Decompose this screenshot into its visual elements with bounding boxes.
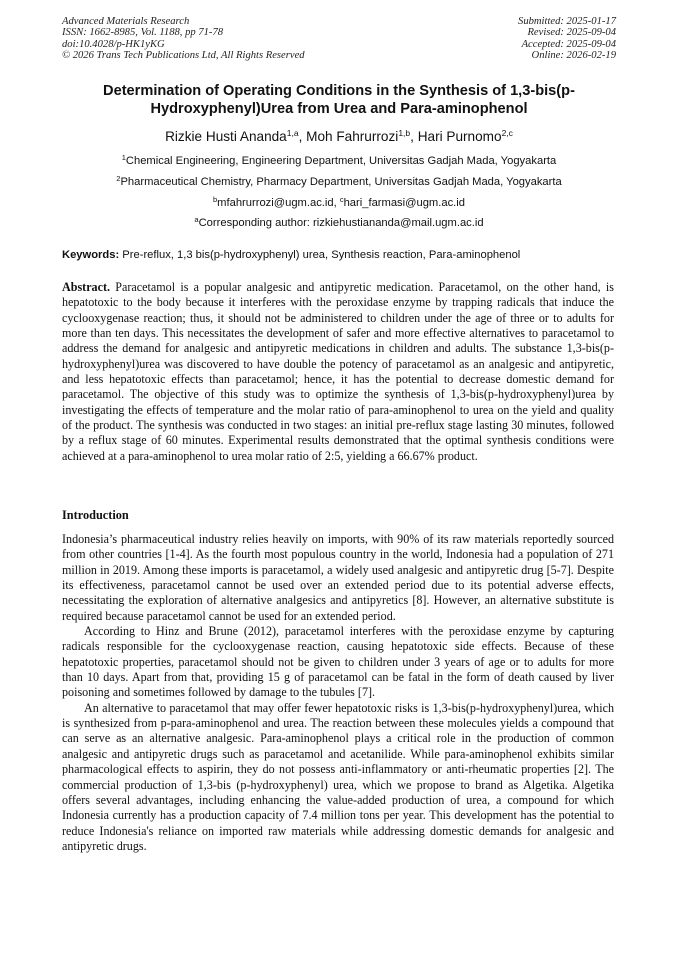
author-affiliation-mark: 1,a	[286, 128, 299, 138]
affiliation-mark: 2	[116, 174, 121, 183]
issn-line: ISSN: 1662-8985, Vol. 1188, pp 71-78	[62, 27, 224, 39]
affiliation-mark: 1	[121, 153, 126, 162]
abstract-paragraph	[62, 280, 614, 464]
copyright-line: © 2026 Trans Tech Publications Ltd, All Rights Reserved	[62, 50, 305, 62]
submitted-date: Submitted: 2025-01-17	[518, 16, 616, 27]
author-list	[62, 124, 616, 146]
paper-title: Determination of Operating Conditions in the Synthesis of 1,3-bis(p-Hydroxyphenyl)Urea from Urea and Para-aminophenol	[103, 83, 575, 117]
author-affiliation-mark: 2,c	[501, 128, 513, 138]
author-name: Moh Fahrurrozi	[306, 129, 399, 144]
online-date: Online: 2026-02-19	[531, 50, 616, 62]
email-address[interactable]: hari_farmasi@ugm.ac.id	[343, 197, 465, 209]
abstract-label: Abstract.	[62, 280, 111, 294]
author-separator: ,	[410, 129, 418, 144]
email-mark: c	[339, 195, 344, 204]
affiliation-text: Chemical Engineering, Engineering Department, Universitas Gadjah Mada, Yogyakarta	[125, 155, 557, 167]
abstract-text: Paracetamol is a popular analgesic and antipyretic medication. Paracetamol, on the other hand, is hepatotoxic to the body because it interferes with the peroxidase enzyme by trapping radicals that induce the cyclooxygenase reaction; thus, it should not be administered to children under the age of three or to adults for more than ten days. This necessitates the development of safer and more effective alternatives to paracetamol to address the demand for analgesic and antipyretic medications in children and adults. The substance 1,3-bis(p-hydroxyphenyl)urea was discovered to have double the potency of paracetamol as an analgesic and antipyretic, and less hepatotoxic effects than paracetamol; hence, it has the potential to decrease domestic demand for paracetamol. The objective of this study was to optimize the synthesis of 1,3-bis(p-hydroxyphenyl)urea by investigating the effects of temperature and the molar ratio of para-aminophenol to urea on the yield and quality of the product. The synthesis was conducted in two stages: an initial pre-reflux stage lasting 30 minutes, followed by a reflux stage of 60 minutes. Experimental results demonstrated that the optimal synthesis conditions were achieved at a para-aminophenol to urea molar ratio of 2:5, yielding a 66.67% product.	[62, 280, 614, 463]
email-mark: b	[213, 195, 218, 204]
corresponding-mark: a	[194, 215, 199, 224]
affiliation-text: Pharmaceutical Chemistry, Pharmacy Department, Universitas Gadjah Mada, Yogyakarta	[120, 176, 562, 188]
journal-info-block	[62, 16, 305, 62]
dates-block	[518, 16, 616, 62]
author-affiliation-mark: 1,b	[398, 128, 411, 138]
keywords-text: Pre-reflux, 1,3 bis(p-hydroxyphenyl) urea, Synthesis reaction, Para-aminophenol	[119, 249, 521, 261]
journal-name: Advanced Materials Research	[62, 16, 190, 27]
email-line	[62, 193, 616, 210]
body-paragraph: An alternative to paracetamol that may offer fewer hepatotoxic risks is 1,3-bis(p-hydroxyphenyl)urea, which is synthesized from p-para-aminophenol and urea. The reaction between these molecules yields a compound that can serve as an alternative analgesic. Para-aminophenol plays a critical role in the production of common analgesic and antipyretic drugs such as paracetamol and acetanilide. While para-aminophenol exhibits similar pharmacological effects to aspirin, they do not possess anti-inflammatory or anti-rheumatic properties [2]. The commercial production of 1,3-bis (p-hydroxyphenyl) urea, which we propose to brand as Algetika. Algetika offers several advantages, including enhancing the value-added production of urea, a compound for which Indonesia currently has a production capacity of 7.4 million tons per year. This development has the potential to reduce Indonesia's reliance on imported raw materials while addressing domestic demands for analgesic and antipyretic drugs.	[62, 700, 614, 853]
keywords-line	[62, 248, 618, 262]
doi-line: doi:10.4028/p-HK1yKG	[62, 38, 165, 50]
keywords-label: Keywords:	[62, 249, 120, 261]
author-separator: ,	[298, 129, 307, 144]
corresponding-author	[62, 213, 616, 230]
section-heading-introduction: Introduction	[62, 508, 129, 522]
corresponding-text: Corresponding author: rizkiehustiananda@mail.ugm.ac.id	[198, 217, 484, 229]
body-paragraph: Indonesia’s pharmaceutical industry relies heavily on imports, with 90% of its raw materials reportedly sourced from other countries [1-4]. As the fourth most populous country in the world, Indonesia had a population of 271 million in 2019. Among these imports is paracetamol, a widely used analgesic and antipyretic drug [5-7]. Despite its effectiveness, paracetamol cannot be used over an extended period due to its potential adverse effects, necessitating the exploration of alternative analgesics and antipyretics [8]. However, an alternative substitute is required because paracetamol cannot be used for an extended period.	[62, 532, 614, 623]
affiliation-2	[62, 172, 616, 189]
author-name: Hari Purnomo	[417, 129, 502, 144]
accepted-date: Accepted: 2025-09-04	[521, 38, 616, 50]
introduction-body	[62, 532, 614, 854]
affiliation-1	[62, 151, 616, 168]
body-paragraph: According to Hinz and Brune (2012), paracetamol interferes with the peroxidase enzyme by capturing radicals responsible for the cyclooxygenase reaction, causing hepatotoxic side effects. Because of these hepatotoxic properties, paracetamol should not be given to children under 3 years of age or to adults for more than 10 days. Apart from that, providing 15 g of paracetamol can be fatal in the form of death caused by liver poisoning and sometimes followed by damage to the tubules [7].	[62, 624, 614, 700]
revised-date: Revised: 2025-09-04	[527, 27, 616, 39]
author-name: Rizkie Husti Ananda	[165, 129, 287, 144]
email-address[interactable]: mfahrurrozi@ugm.ac.id,	[217, 197, 340, 209]
